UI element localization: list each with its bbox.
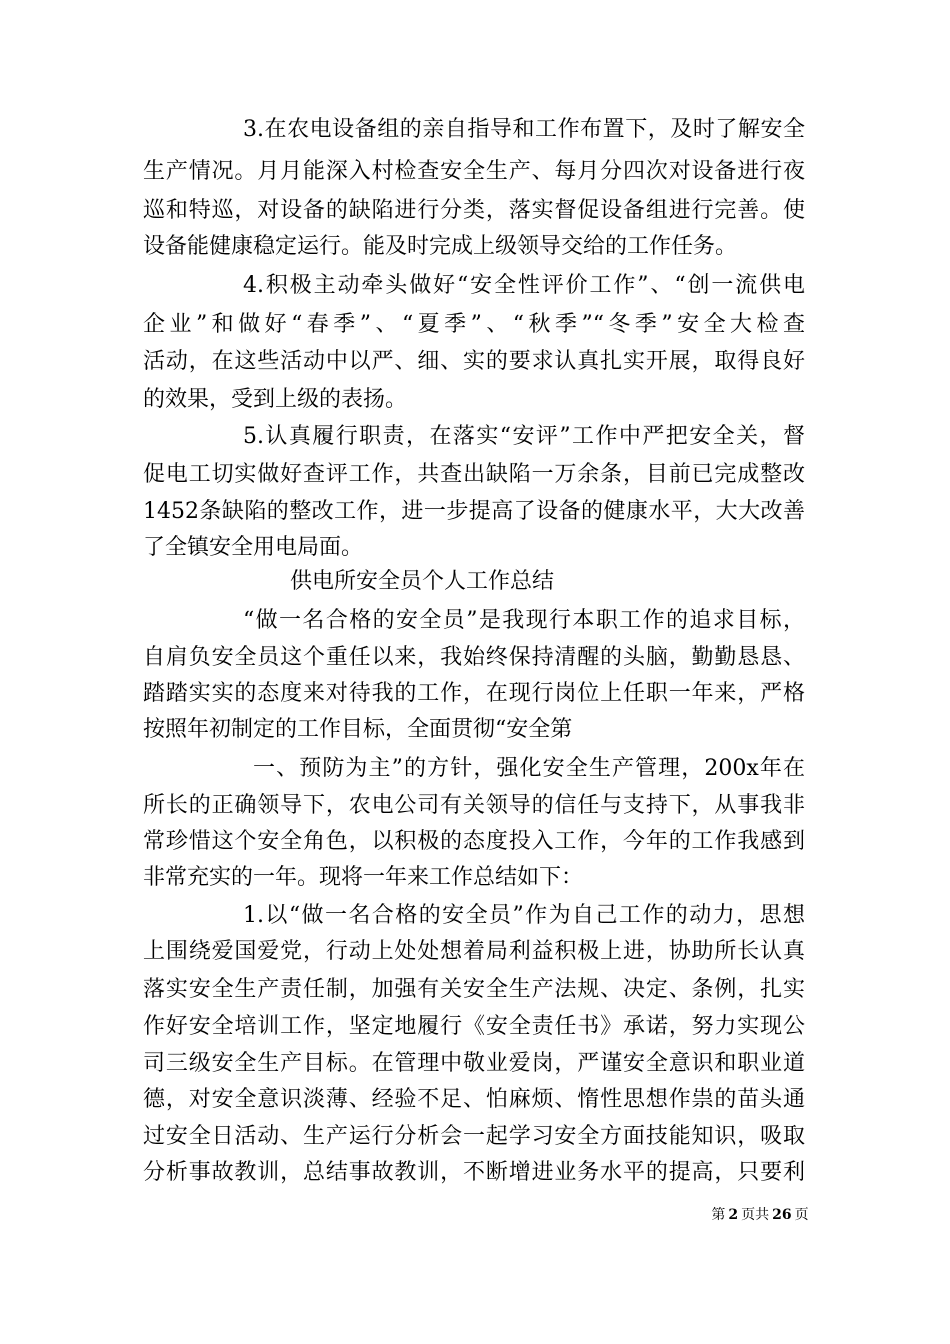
paragraph-line: 的效果，受到上级的表扬。 — [143, 387, 408, 412]
current-page-number: 2 — [728, 1207, 739, 1223]
paragraph-line: 作好安全培训工作，坚定地履行《安全责任书》承诺，努力实现公 — [143, 1014, 805, 1039]
paragraph-line: 所长的正确领导下，农电公司有关领导的信任与支持下，从事我非 — [143, 793, 805, 818]
paragraph-line: 活动，在这些活动中以严、细、实的要求认真扎实开展，取得良好 — [143, 349, 805, 374]
paragraph-line: “做一名合格的安全员”是我现行本职工作的追求目标， — [243, 608, 805, 633]
footer-prefix: 第 — [711, 1207, 726, 1223]
paragraph-line: 3.在农电设备组的亲自指导和工作布置下，及时了解安全 — [243, 117, 805, 142]
footer-suffix: 页 — [794, 1207, 809, 1223]
paragraph-line: 非常充实的一年。现将一年来工作总结如下： — [143, 865, 584, 890]
paragraph-line: 促电工切实做好查评工作，共查出缺陷一万余条，目前已完成整改 — [143, 462, 805, 487]
paragraph-line: 巡和特巡，对设备的缺陷进行分类，落实督促设备组进行完善。使 — [143, 198, 805, 223]
paragraph-line: 设备能健康稳定运行。能及时完成上级领导交给的工作任务。 — [143, 234, 738, 259]
paragraph-line: 1452条缺陷的整改工作，进一步提高了设备的健康水平，大大改善 — [143, 499, 805, 524]
paragraph-line: 了全镇安全用电局面。 — [143, 535, 364, 560]
page-number-footer — [700, 1204, 820, 1226]
paragraph-line: 司三级安全生产目标。在管理中敬业爱岗，严谨安全意识和职业道 — [143, 1051, 805, 1076]
paragraph-line: 分析事故教训，总结事故教训，不断增进业务水平的提高，只要利 — [143, 1160, 805, 1185]
paragraph-line: 一、预防为主”的方针，强化安全生产管理，200x年在 — [253, 756, 805, 781]
paragraph-line: 生产情况。月月能深入村检查安全生产、每月分四次对设备进行夜 — [143, 159, 805, 184]
paragraph-line: 自肩负安全员这个重任以来，我始终保持清醒的头脑，勤勤恳恳、 — [143, 645, 805, 670]
paragraph-line: 过安全日活动、生产运行分析会一起学习安全方面技能知识，吸取 — [143, 1124, 805, 1149]
paragraph-line: 1.以“做一名合格的安全员”作为自己工作的动力，思想 — [243, 903, 805, 928]
total-page-count: 26 — [772, 1207, 792, 1223]
paragraph-line: 企业”和做好“春季”、“夏季”、“秋季”“冬季”安全大检查 — [143, 312, 805, 337]
footer-middle: 页共 — [741, 1207, 770, 1223]
paragraph-line: 常珍惜这个安全角色，以积极的态度投入工作，今年的工作我感到 — [143, 829, 805, 854]
paragraph-line: 4.积极主动牵头做好“安全性评价工作”、“创一流供电 — [243, 273, 805, 298]
paragraph-line: 上围绕爱国爱党，行动上处处想着局利益积极上进，协助所长认真 — [143, 939, 805, 964]
paragraph-line: 按照年初制定的工作目标，全面贯彻“安全第 — [143, 717, 573, 742]
section-title: 供电所安全员个人工作总结 — [290, 569, 555, 594]
paragraph-line: 德，对安全意识淡薄、经验不足、怕麻烦、惰性思想作祟的苗头通 — [143, 1087, 805, 1112]
paragraph-line: 5.认真履行职责，在落实“安评”工作中严把安全关，督 — [243, 424, 805, 449]
paragraph-line: 落实安全生产责任制，加强有关安全生产法规、决定、条例，扎实 — [143, 977, 805, 1002]
paragraph-line: 踏踏实实的态度来对待我的工作，在现行岗位上任职一年来，严格 — [143, 681, 805, 706]
